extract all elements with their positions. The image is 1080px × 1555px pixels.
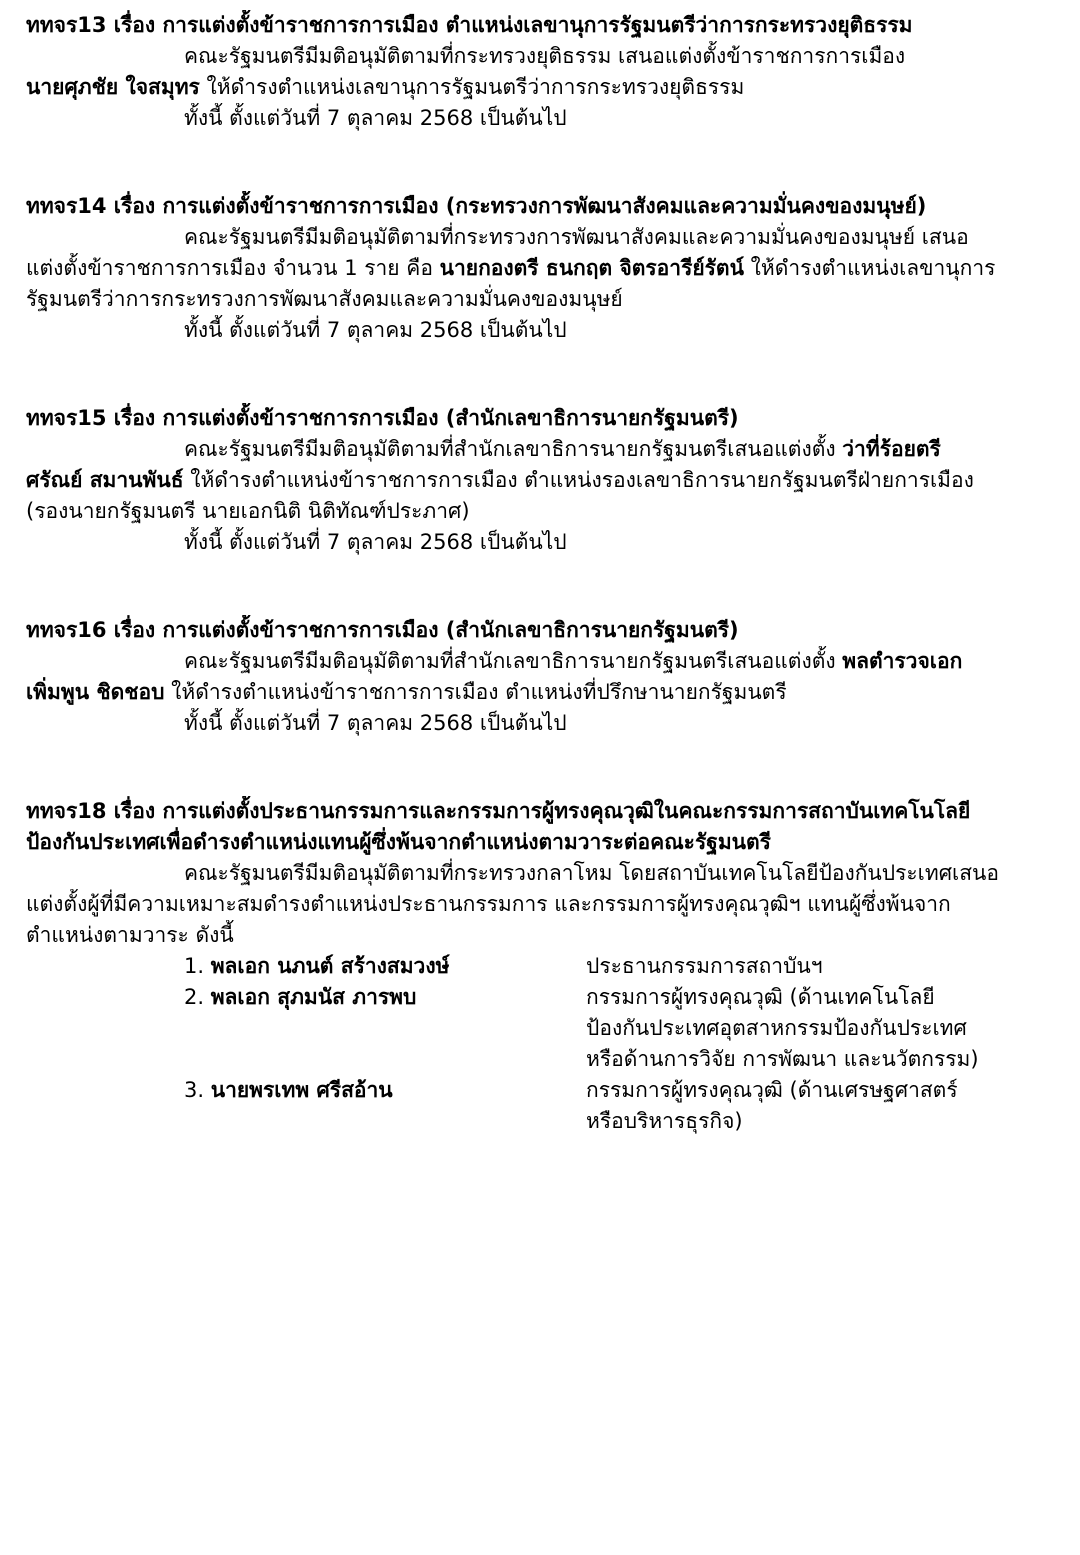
appointee-role <box>586 982 1032 1075</box>
paragraph-line: คณะรัฐมนตรีมีมติอนุมัติตามที่กระทรวงการพัฒนาสังคมและความมั่นคงของมนุษย์ เสนอ <box>184 225 969 249</box>
paragraph-line <box>26 646 1032 677</box>
section-18 <box>26 796 1032 1137</box>
paragraph-line <box>26 72 1032 103</box>
list-number: 1. <box>184 954 211 978</box>
appointee-cell <box>184 982 586 1013</box>
role-line: ประธานกรรมการสถาบันฯ <box>586 954 823 978</box>
role-line: หรือบริหารธุรกิจ) <box>586 1109 743 1133</box>
effective-date: ทั้งนี้ ตั้งแต่วันที่ 7 ตุลาคม 2568 เป็นต้นไป <box>184 318 567 342</box>
appointee-name: พลเอก สุภมนัส ภารพบ <box>210 985 417 1009</box>
section-14 <box>26 191 1032 346</box>
list-number: 3. <box>184 1078 211 1102</box>
paragraph-line <box>26 677 1032 708</box>
appointee-list <box>26 951 1032 1137</box>
appointee-name: พลเอก นภนต์ สร้างสมวงษ์ <box>210 954 450 978</box>
appointee-cell <box>184 1075 586 1106</box>
role-line: กรรมการผู้ทรงคุณวุฒิ (ด้านเทคโนโลยี <box>586 985 935 1009</box>
section-title: ททจร16 เรื่อง การแต่งตั้งข้าราชการการเมือง (สำนักเลขาธิการนายกรัฐมนตรี) <box>26 618 739 642</box>
appointee-rank: พลตำรวจเอก <box>842 649 963 673</box>
effective-date: ทั้งนี้ ตั้งแต่วันที่ 7 ตุลาคม 2568 เป็นต้นไป <box>184 530 567 554</box>
appointee-row <box>26 1075 1032 1137</box>
section-title: ททจร15 เรื่อง การแต่งตั้งข้าราชการการเมือง (สำนักเลขาธิการนายกรัฐมนตรี) <box>26 406 739 430</box>
paragraph-line: คณะรัฐมนตรีมีมติอนุมัติตามที่กระทรวงกลาโหม โดยสถาบันเทคโนโลยีป้องกันประเทศเสนอ <box>184 861 999 885</box>
appointee-name: เพิ่มพูน ชิดชอบ <box>26 680 165 704</box>
appointee-row <box>26 982 1032 1075</box>
role-line: กรรมการผู้ทรงคุณวุฒิ (ด้านเศรษฐศาสตร์ <box>586 1078 958 1102</box>
appointee-role <box>586 951 1032 982</box>
appointee-cell <box>184 951 586 982</box>
paragraph-line <box>26 465 1032 496</box>
paragraph-text: ให้ดำรงตำแหน่งเลขานุการ <box>743 256 996 280</box>
paragraph-text: ให้ดำรงตำแหน่งข้าราชการการเมือง ตำแหน่งที่ปรึกษานายกรัฐมนตรี <box>164 680 787 704</box>
paragraph-text: ให้ดำรงตำแหน่งเลขานุการรัฐมนตรีว่าการกระทรวงยุติธรรม <box>199 75 745 99</box>
paragraph-line: คณะรัฐมนตรีมีมติอนุมัติตามที่กระทรวงยุติธรรม เสนอแต่งตั้งข้าราชการการเมือง <box>184 44 906 68</box>
paragraph-line <box>26 253 1032 284</box>
appointee-name: นายศุภชัย ใจสมุทร <box>26 75 200 99</box>
section-title-continued: ป้องกันประเทศเพื่อดำรงตำแหน่งแทนผู้ซึ่งพ้นจากตำแหน่งตามวาระต่อคณะรัฐมนตรี <box>26 830 771 854</box>
paragraph-line: (รองนายกรัฐมนตรี นายเอกนิติ นิติทัณฑ์ประภาศ) <box>26 499 470 523</box>
appointee-rank: ว่าที่ร้อยตรี <box>842 437 941 461</box>
paragraph-text: ให้ดำรงตำแหน่งข้าราชการการเมือง ตำแหน่งรองเลขาธิการนายกรัฐมนตรีฝ่ายการเมือง <box>183 468 974 492</box>
paragraph-text: คณะรัฐมนตรีมีมติอนุมัติตามที่สำนักเลขาธิการนายกรัฐมนตรีเสนอแต่งตั้ง <box>184 649 843 673</box>
list-number: 2. <box>184 985 211 1009</box>
role-line: หรือด้านการวิจัย การพัฒนา และนวัตกรรม) <box>586 1047 979 1071</box>
paragraph-line: รัฐมนตรีว่าการกระทรวงการพัฒนาสังคมและความมั่นคงของมนุษย์ <box>26 287 623 311</box>
paragraph-line: แต่งตั้งผู้ที่มีความเหมาะสมดำรงตำแหน่งประธานกรรมการ และกรรมการผู้ทรงคุณวุฒิฯ แทนผู้ซึ่งพ้นจาก <box>26 892 951 916</box>
appointee-row <box>26 951 1032 982</box>
role-line: ป้องกันประเทศอุตสาหกรรมป้องกันประเทศ <box>586 1016 967 1040</box>
paragraph-line: ตำแหน่งตามวาระ ดังนี้ <box>26 923 234 947</box>
paragraph-text: คณะรัฐมนตรีมีมติอนุมัติตามที่สำนักเลขาธิการนายกรัฐมนตรีเสนอแต่งตั้ง <box>184 437 843 461</box>
section-title: ททจร14 เรื่อง การแต่งตั้งข้าราชการการเมือง (กระทรวงการพัฒนาสังคมและความมั่นคงของมนุษย์) <box>26 194 927 218</box>
effective-date: ทั้งนี้ ตั้งแต่วันที่ 7 ตุลาคม 2568 เป็นต้นไป <box>184 106 567 130</box>
section-16 <box>26 615 1032 739</box>
paragraph-text: แต่งตั้งข้าราชการการเมือง จำนวน 1 ราย คือ <box>26 256 440 280</box>
appointee-name: นายกองตรี ธนกฤต จิตรอารีย์รัตน์ <box>439 256 744 280</box>
appointee-name: นายพรเทพ ศรีสอ้าน <box>210 1078 393 1102</box>
section-title: ททจร13 เรื่อง การแต่งตั้งข้าราชการการเมือง ตำแหน่งเลขานุการรัฐมนตรีว่าการกระทรวงยุติธรรม <box>26 13 913 37</box>
section-13 <box>26 10 1032 134</box>
effective-date: ทั้งนี้ ตั้งแต่วันที่ 7 ตุลาคม 2568 เป็นต้นไป <box>184 711 567 735</box>
appointee-name: ศรัณย์ สมานพันธ์ <box>26 468 184 492</box>
section-title: ททจร18 เรื่อง การแต่งตั้งประธานกรรมการและกรรมการผู้ทรงคุณวุฒิในคณะกรรมการสถาบันเทคโนโลยี <box>26 799 971 823</box>
appointee-role <box>586 1075 1032 1137</box>
section-15 <box>26 403 1032 558</box>
paragraph-line <box>26 434 1032 465</box>
